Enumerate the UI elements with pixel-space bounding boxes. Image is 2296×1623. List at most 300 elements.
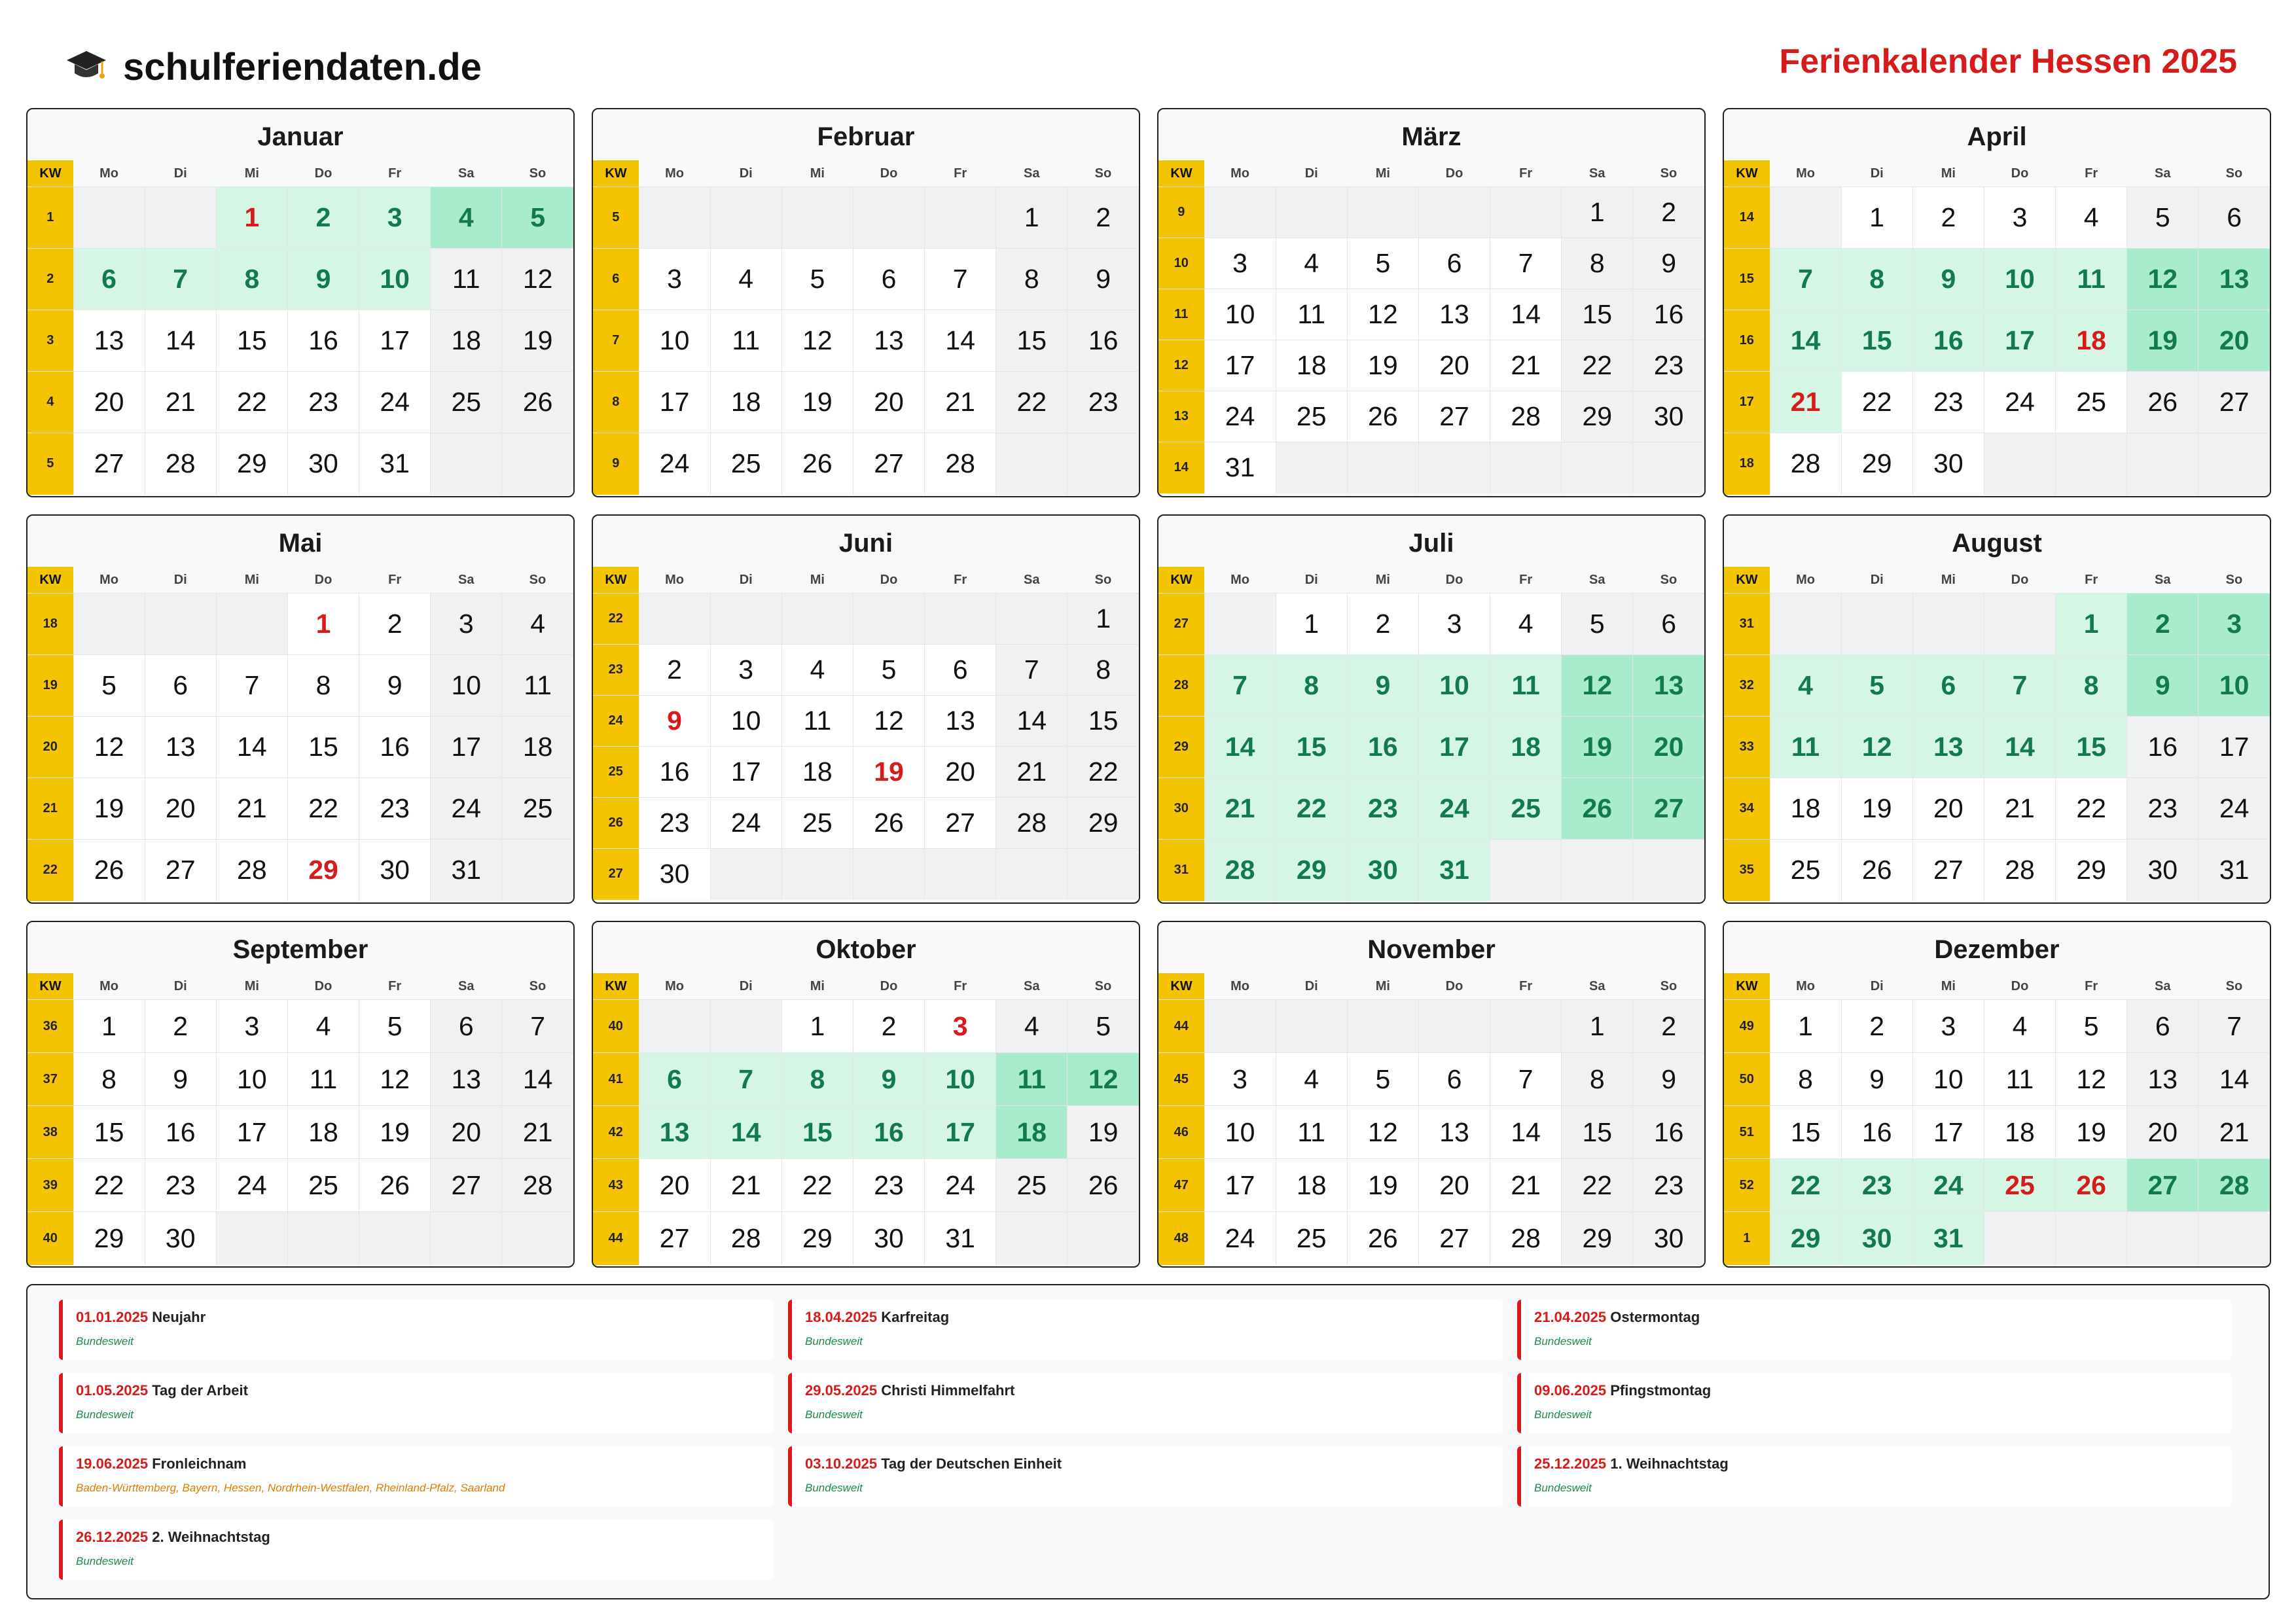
kw-header: KW — [27, 160, 73, 187]
day-cell: 28 — [996, 798, 1067, 849]
week-row — [1724, 594, 2270, 655]
day-cell: 27 — [853, 433, 924, 495]
kw-header: KW — [593, 160, 639, 187]
holiday-scope: Bundesweit — [1534, 1408, 1592, 1421]
empty-cell — [1841, 594, 1912, 655]
day-cell: 17 — [925, 1106, 996, 1159]
empty-cell — [1276, 187, 1347, 238]
weekday-header: Mi — [810, 572, 825, 587]
day-cell: 2 — [853, 1000, 924, 1053]
holiday-line — [76, 1529, 774, 1546]
month-5 — [26, 514, 575, 904]
day-cell: 15 — [1841, 310, 1912, 372]
day-cell: 23 — [1912, 372, 1984, 433]
week-number: 4 — [27, 372, 73, 433]
week-number: 9 — [1158, 187, 1204, 238]
day-cell: 19 — [359, 1106, 431, 1159]
day-cell: 6 — [145, 655, 216, 717]
weekday-header: Fr — [954, 166, 967, 181]
holiday-name: Fronleichnam — [152, 1455, 247, 1472]
day-cell: 17 — [1204, 1159, 1276, 1212]
day-cell: 27 — [73, 433, 145, 495]
day-cell: 16 — [287, 310, 359, 372]
empty-cell — [1562, 442, 1633, 493]
day-cell: 12 — [2127, 249, 2198, 310]
day-cell: 16 — [145, 1106, 216, 1159]
day-cell: 24 — [1418, 778, 1490, 840]
weekday-header: So — [2225, 978, 2243, 993]
day-cell: 20 — [1418, 340, 1490, 391]
empty-cell — [1276, 1000, 1347, 1053]
day-cell: 28 — [1204, 840, 1276, 901]
week-row — [593, 310, 1139, 372]
month-calendar — [1158, 567, 1704, 901]
week-row — [1724, 717, 2270, 778]
weekday-header: So — [529, 572, 547, 587]
holiday-scope: Bundesweit — [76, 1335, 134, 1347]
day-cell: 19 — [2127, 310, 2198, 372]
day-cell: 19 — [1562, 717, 1633, 778]
week-row — [1724, 778, 2270, 840]
month-title: Dezember — [1934, 935, 2060, 964]
holiday-line — [76, 1382, 774, 1399]
day-cell: 1 — [1067, 594, 1139, 645]
week-row — [27, 1053, 573, 1106]
day-cell: 5 — [1347, 1053, 1418, 1106]
day-cell: 6 — [1912, 655, 1984, 717]
weekday-header: Mo — [99, 978, 119, 993]
week-number: 26 — [593, 798, 639, 849]
day-cell: 7 — [145, 249, 216, 310]
day-cell: 23 — [1347, 778, 1418, 840]
week-number: 24 — [593, 696, 639, 747]
day-cell: 13 — [1418, 289, 1490, 340]
day-cell: 2 — [1912, 187, 1984, 249]
day-cell: 18 — [996, 1106, 1067, 1159]
weekday-header: Mi — [1375, 978, 1390, 993]
week-row — [593, 1212, 1139, 1265]
day-cell: 29 — [287, 840, 359, 901]
day-cell: 9 — [2127, 655, 2198, 717]
kw-header: KW — [1724, 567, 1770, 594]
holiday-line — [1534, 1309, 2232, 1326]
day-cell: 27 — [145, 840, 216, 901]
day-cell: 11 — [287, 1053, 359, 1106]
week-number: 45 — [1158, 1053, 1204, 1106]
day-cell: 7 — [1490, 238, 1562, 289]
public-holiday-list — [26, 1284, 2270, 1599]
week-row — [1724, 840, 2270, 901]
day-cell: 4 — [502, 594, 573, 655]
month-11 — [1157, 921, 1706, 1268]
day-cell: 15 — [996, 310, 1067, 372]
month-title: Oktober — [816, 935, 916, 964]
day-cell: 29 — [1562, 1212, 1633, 1265]
weekday-header: Sa — [2155, 166, 2171, 181]
day-cell: 16 — [853, 1106, 924, 1159]
day-cell: 19 — [1841, 778, 1912, 840]
day-cell: 4 — [996, 1000, 1067, 1053]
day-cell: 12 — [1347, 1106, 1418, 1159]
day-cell: 3 — [1204, 238, 1276, 289]
week-number: 3 — [27, 310, 73, 372]
weekday-header: Fr — [388, 166, 402, 181]
day-cell: 15 — [2056, 717, 2127, 778]
month-calendar — [1724, 567, 2270, 901]
day-cell: 28 — [502, 1159, 573, 1212]
day-cell: 6 — [639, 1053, 710, 1106]
weekday-header: Di — [173, 978, 187, 993]
day-cell: 13 — [431, 1053, 502, 1106]
weekday-header: Mi — [1941, 166, 1956, 181]
day-cell: 18 — [2056, 310, 2127, 372]
day-cell: 1 — [2056, 594, 2127, 655]
day-cell: 31 — [431, 840, 502, 901]
holiday-card — [1517, 1373, 2232, 1433]
day-cell: 9 — [639, 696, 710, 747]
day-cell: 3 — [925, 1000, 996, 1053]
weekday-header: Mi — [244, 166, 259, 181]
day-cell: 21 — [216, 778, 287, 840]
day-cell: 20 — [853, 372, 924, 433]
day-cell: 25 — [1276, 391, 1347, 442]
day-cell: 12 — [1562, 655, 1633, 717]
empty-cell — [2198, 1212, 2270, 1265]
day-cell: 24 — [431, 778, 502, 840]
holiday-card — [59, 1446, 774, 1507]
week-number: 44 — [1158, 1000, 1204, 1053]
holiday-card — [788, 1446, 1503, 1507]
week-number: 14 — [1724, 187, 1770, 249]
holiday-date: 29.05.2025 — [805, 1382, 878, 1399]
week-number: 27 — [593, 849, 639, 900]
holiday-date: 18.04.2025 — [805, 1309, 878, 1325]
weekday-header: Do — [880, 978, 898, 993]
day-cell: 4 — [1770, 655, 1841, 717]
week-row — [593, 1106, 1139, 1159]
week-row — [1158, 778, 1704, 840]
weekday-header: So — [2225, 166, 2243, 181]
day-cell: 26 — [781, 433, 853, 495]
day-cell: 3 — [359, 187, 431, 249]
week-row — [1724, 310, 2270, 372]
weekday-header: Mo — [1230, 978, 1250, 993]
day-cell: 12 — [502, 249, 573, 310]
day-cell: 17 — [1912, 1106, 1984, 1159]
empty-cell — [1347, 187, 1418, 238]
brand[interactable] — [65, 41, 482, 93]
day-cell: 15 — [1067, 696, 1139, 747]
empty-cell — [1984, 594, 2055, 655]
day-cell: 19 — [73, 778, 145, 840]
week-row — [27, 433, 573, 495]
day-cell: 27 — [431, 1159, 502, 1212]
week-row — [593, 747, 1139, 798]
holiday-card — [1517, 1446, 2232, 1507]
day-cell: 28 — [1770, 433, 1841, 495]
day-cell: 5 — [1347, 238, 1418, 289]
weekday-header: Mi — [810, 166, 825, 181]
weekday-header: So — [1660, 978, 1677, 993]
empty-cell — [710, 1000, 781, 1053]
empty-cell — [781, 849, 853, 900]
day-cell: 13 — [1912, 717, 1984, 778]
day-cell: 2 — [359, 594, 431, 655]
weekday-header: Do — [314, 978, 332, 993]
day-cell: 26 — [73, 840, 145, 901]
week-row — [593, 798, 1139, 849]
day-cell: 3 — [710, 645, 781, 696]
day-cell: 2 — [1633, 187, 1704, 238]
holiday-name: 1. Weihnachtstag — [1610, 1455, 1729, 1472]
day-cell: 11 — [2056, 249, 2127, 310]
weekday-header: Mo — [665, 978, 685, 993]
week-row — [1724, 1159, 2270, 1212]
week-row — [27, 778, 573, 840]
empty-cell — [710, 849, 781, 900]
day-cell: 8 — [1276, 655, 1347, 717]
holiday-name: Neujahr — [152, 1309, 206, 1325]
day-cell: 7 — [710, 1053, 781, 1106]
week-number: 43 — [593, 1159, 639, 1212]
week-number: 42 — [593, 1106, 639, 1159]
week-number: 23 — [593, 645, 639, 696]
day-cell: 22 — [1067, 747, 1139, 798]
day-cell: 16 — [1633, 1106, 1704, 1159]
day-cell: 2 — [1633, 1000, 1704, 1053]
holiday-line — [805, 1309, 1503, 1326]
day-cell: 27 — [925, 798, 996, 849]
month-calendar — [593, 567, 1139, 900]
day-cell: 17 — [359, 310, 431, 372]
day-cell: 30 — [287, 433, 359, 495]
day-cell: 29 — [1770, 1212, 1841, 1265]
day-cell: 5 — [1562, 594, 1633, 655]
week-number: 29 — [1158, 717, 1204, 778]
day-cell: 27 — [2198, 372, 2270, 433]
holiday-card — [59, 1300, 774, 1360]
day-cell: 19 — [781, 372, 853, 433]
empty-cell — [639, 1000, 710, 1053]
day-cell: 21 — [145, 372, 216, 433]
week-number: 8 — [593, 372, 639, 433]
day-cell: 1 — [287, 594, 359, 655]
empty-cell — [1276, 442, 1347, 493]
weekday-header: Mo — [665, 166, 685, 181]
week-row — [593, 372, 1139, 433]
day-cell: 30 — [1347, 840, 1418, 901]
week-number: 1 — [1724, 1212, 1770, 1265]
day-cell: 13 — [2198, 249, 2270, 310]
month-calendar — [593, 160, 1139, 495]
day-cell: 20 — [431, 1106, 502, 1159]
month-title: August — [1952, 529, 2042, 558]
day-cell: 6 — [2198, 187, 2270, 249]
day-cell: 17 — [639, 372, 710, 433]
month-calendar — [1158, 973, 1704, 1265]
weekday-header: Fr — [2085, 572, 2098, 587]
day-cell: 12 — [853, 696, 924, 747]
day-cell: 27 — [639, 1212, 710, 1265]
week-number: 32 — [1724, 655, 1770, 717]
week-number: 49 — [1724, 1000, 1770, 1053]
day-cell: 3 — [1204, 1053, 1276, 1106]
day-cell: 17 — [1204, 340, 1276, 391]
day-cell: 14 — [925, 310, 996, 372]
day-cell: 6 — [73, 249, 145, 310]
day-cell: 11 — [502, 655, 573, 717]
day-cell: 18 — [1276, 340, 1347, 391]
day-cell: 23 — [853, 1159, 924, 1212]
day-cell: 16 — [2127, 717, 2198, 778]
holiday-card — [788, 1300, 1503, 1360]
weekday-header: Sa — [458, 166, 475, 181]
day-cell: 22 — [1276, 778, 1347, 840]
holiday-line — [805, 1455, 1503, 1472]
day-cell: 13 — [853, 310, 924, 372]
weekday-header: Sa — [1589, 166, 1605, 181]
month-title: November — [1367, 935, 1496, 964]
day-cell: 13 — [1418, 1106, 1490, 1159]
day-cell: 9 — [1841, 1053, 1912, 1106]
week-row — [1158, 594, 1704, 655]
week-row — [1724, 1212, 2270, 1265]
week-row — [593, 849, 1139, 900]
empty-cell — [216, 1212, 287, 1265]
day-cell: 3 — [2198, 594, 2270, 655]
empty-cell — [431, 1212, 502, 1265]
day-cell: 26 — [853, 798, 924, 849]
day-cell: 1 — [1562, 1000, 1633, 1053]
day-cell: 21 — [502, 1106, 573, 1159]
day-cell: 21 — [996, 747, 1067, 798]
day-cell: 5 — [2127, 187, 2198, 249]
day-cell: 24 — [359, 372, 431, 433]
weekday-header: Mi — [1375, 166, 1390, 181]
day-cell: 31 — [1204, 442, 1276, 493]
empty-cell — [710, 594, 781, 645]
week-number: 10 — [1158, 238, 1204, 289]
day-cell: 29 — [1067, 798, 1139, 849]
kw-header: KW — [593, 567, 639, 594]
day-cell: 26 — [1841, 840, 1912, 901]
week-row — [593, 1000, 1139, 1053]
empty-cell — [925, 594, 996, 645]
empty-cell — [145, 187, 216, 249]
day-cell: 28 — [1984, 840, 2055, 901]
week-number: 7 — [593, 310, 639, 372]
day-cell: 29 — [73, 1212, 145, 1265]
empty-cell — [1984, 1212, 2055, 1265]
weekday-header: Do — [1445, 166, 1463, 181]
day-cell: 24 — [710, 798, 781, 849]
day-cell: 25 — [2056, 372, 2127, 433]
day-cell: 16 — [1067, 310, 1139, 372]
day-cell: 21 — [1770, 372, 1841, 433]
day-cell: 30 — [853, 1212, 924, 1265]
day-cell: 11 — [1984, 1053, 2055, 1106]
weekday-header: So — [529, 166, 547, 181]
weekday-header: Fr — [388, 978, 402, 993]
week-number: 36 — [27, 1000, 73, 1053]
empty-cell — [1347, 442, 1418, 493]
day-cell: 8 — [1067, 645, 1139, 696]
day-cell: 14 — [1490, 289, 1562, 340]
weekday-header: Fr — [954, 572, 967, 587]
day-cell: 27 — [2127, 1159, 2198, 1212]
weekday-header: Do — [2011, 978, 2029, 993]
week-row — [27, 249, 573, 310]
weekday-header: Fr — [1519, 166, 1533, 181]
empty-cell — [502, 1212, 573, 1265]
week-number: 38 — [27, 1106, 73, 1159]
weekday-header: Fr — [2085, 166, 2098, 181]
month-title: Mai — [278, 529, 323, 558]
month-calendar — [27, 160, 573, 495]
day-cell: 23 — [639, 798, 710, 849]
empty-cell — [1490, 1000, 1562, 1053]
day-cell: 6 — [925, 645, 996, 696]
day-cell: 21 — [1490, 1159, 1562, 1212]
weekday-header: Do — [2011, 572, 2029, 587]
weekday-header: Sa — [1024, 572, 1040, 587]
month-4 — [1723, 108, 2271, 497]
week-row — [27, 655, 573, 717]
weekday-header: Mo — [1796, 166, 1816, 181]
holiday-date: 26.12.2025 — [76, 1529, 149, 1545]
day-cell: 24 — [1984, 372, 2055, 433]
kw-header: KW — [27, 973, 73, 1000]
day-cell: 5 — [1067, 1000, 1139, 1053]
day-cell: 4 — [287, 1000, 359, 1053]
day-cell: 14 — [996, 696, 1067, 747]
week-row — [1158, 442, 1704, 493]
kw-header: KW — [1158, 973, 1204, 1000]
day-cell: 8 — [2056, 655, 2127, 717]
day-cell: 20 — [2127, 1106, 2198, 1159]
day-cell: 19 — [1347, 340, 1418, 391]
day-cell: 11 — [710, 310, 781, 372]
day-cell: 10 — [1204, 289, 1276, 340]
day-cell: 15 — [1276, 717, 1347, 778]
day-cell: 8 — [996, 249, 1067, 310]
holiday-card — [59, 1373, 774, 1433]
weekday-header: Mo — [665, 572, 685, 587]
month-title: April — [1967, 122, 2027, 151]
kw-header: KW — [1158, 160, 1204, 187]
week-row — [27, 310, 573, 372]
day-cell: 6 — [853, 249, 924, 310]
day-cell: 9 — [1633, 1053, 1704, 1106]
empty-cell — [1067, 433, 1139, 495]
month-9 — [26, 921, 575, 1268]
week-number: 18 — [27, 594, 73, 655]
week-row — [593, 594, 1139, 645]
week-number: 25 — [593, 747, 639, 798]
day-cell: 14 — [2198, 1053, 2270, 1106]
day-cell: 6 — [1633, 594, 1704, 655]
day-cell: 5 — [502, 187, 573, 249]
week-number: 39 — [27, 1159, 73, 1212]
day-cell: 28 — [925, 433, 996, 495]
day-cell: 9 — [145, 1053, 216, 1106]
day-cell: 24 — [216, 1159, 287, 1212]
day-cell: 28 — [1490, 391, 1562, 442]
week-row — [1158, 238, 1704, 289]
day-cell: 18 — [287, 1106, 359, 1159]
week-number: 22 — [27, 840, 73, 901]
week-number: 35 — [1724, 840, 1770, 901]
